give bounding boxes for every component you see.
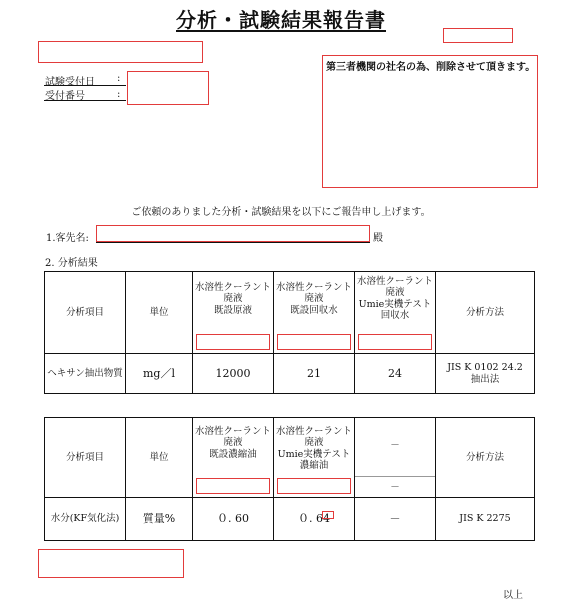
client-label: 1.客先名:: [46, 233, 89, 244]
table1-header-item: 分析項目: [45, 272, 126, 354]
table1-header-col3: 水溶性クーラント 廃液 Umie実機テスト 回収水: [356, 276, 433, 322]
client-suffix: 殿: [373, 233, 383, 244]
redacted-sample-id-4: [196, 478, 270, 494]
table2-row-v1: ０. 60: [193, 498, 274, 541]
table2-header-method: 分析方法: [436, 418, 535, 498]
table1-header-col2: 水溶性クーラント 廃液 既設回収水: [275, 282, 352, 316]
table2-header-item: 分析項目: [45, 418, 126, 498]
table2-row-item: 水分(KF気化法): [45, 498, 126, 541]
redaction-notice-box: [322, 55, 538, 188]
receipt-number-underline: [44, 100, 126, 101]
table2-header-row: [45, 418, 535, 498]
redacted-client-name-box: [96, 225, 370, 242]
table2-header-col2: 水溶性クーラント 廃液 Umie実機テスト 濃縮油: [275, 426, 352, 472]
redacted-sample-id-2: [277, 334, 351, 350]
table1-row-item: ヘキサン抽出物質: [45, 354, 126, 394]
client-underline: [96, 242, 370, 243]
table2-header-unit: 単位: [126, 418, 193, 498]
end-mark: 以上: [503, 590, 523, 601]
redacted-bottom-box: [38, 549, 184, 578]
redacted-footnote-mark: [322, 511, 334, 519]
table1-row-method: JIS K 0102 24.2 抽出法: [436, 354, 535, 394]
redaction-notice-text: 第三者機関の社名の為、削除させて頂きます。: [326, 62, 536, 73]
receipt-date-colon: :: [117, 73, 121, 84]
table2-header-col1: 水溶性クーラント 廃液 既設濃縮油: [194, 426, 271, 460]
table1-row-v1: 12000: [193, 354, 274, 394]
table2-header-col3-sub: －: [390, 481, 400, 493]
table2-data-row: [45, 498, 535, 541]
intro-text: ご依頼のありました分析・試験結果を以下にご報告申し上げます。: [131, 207, 431, 218]
table1-row-v3: 24: [355, 354, 436, 394]
page-title: 分析・試験結果報告書: [176, 8, 386, 32]
results-table-1: [44, 271, 535, 394]
receipt-date-underline: [44, 85, 126, 86]
table2-header-col3: －: [390, 440, 400, 451]
table1-row-v2: 21: [274, 354, 355, 394]
redacted-sample-id-5: [277, 478, 351, 494]
redacted-sample-id-1: [196, 334, 270, 350]
receipt-number-colon: :: [117, 89, 121, 100]
table1-header-col1: 水溶性クーラント 廃液 既設原液: [194, 282, 271, 316]
table2-row-method: JIS K 2275: [436, 498, 535, 541]
section-results-label: 2. 分析結果: [45, 258, 98, 269]
table2-row-v2: ０. 64: [298, 512, 330, 525]
results-table-2: [44, 417, 535, 541]
table1-header-method: 分析方法: [436, 272, 535, 354]
redacted-date-box: [443, 28, 513, 43]
receipt-number-label: 受付番号: [45, 91, 85, 102]
table1-header-unit: 単位: [126, 272, 193, 354]
receipt-date-label: 試験受付日: [45, 77, 95, 88]
table1-data-row: [45, 354, 535, 394]
redacted-sample-id-3: [358, 334, 432, 350]
table2-row-v3: －: [355, 498, 436, 541]
table1-row-unit: mg／l: [126, 354, 193, 394]
redacted-recipient-box: [38, 41, 203, 63]
table1-header-row: [45, 272, 535, 354]
redacted-receipt-values-box: [127, 71, 209, 105]
table2-row-unit: 質量%: [126, 498, 193, 541]
